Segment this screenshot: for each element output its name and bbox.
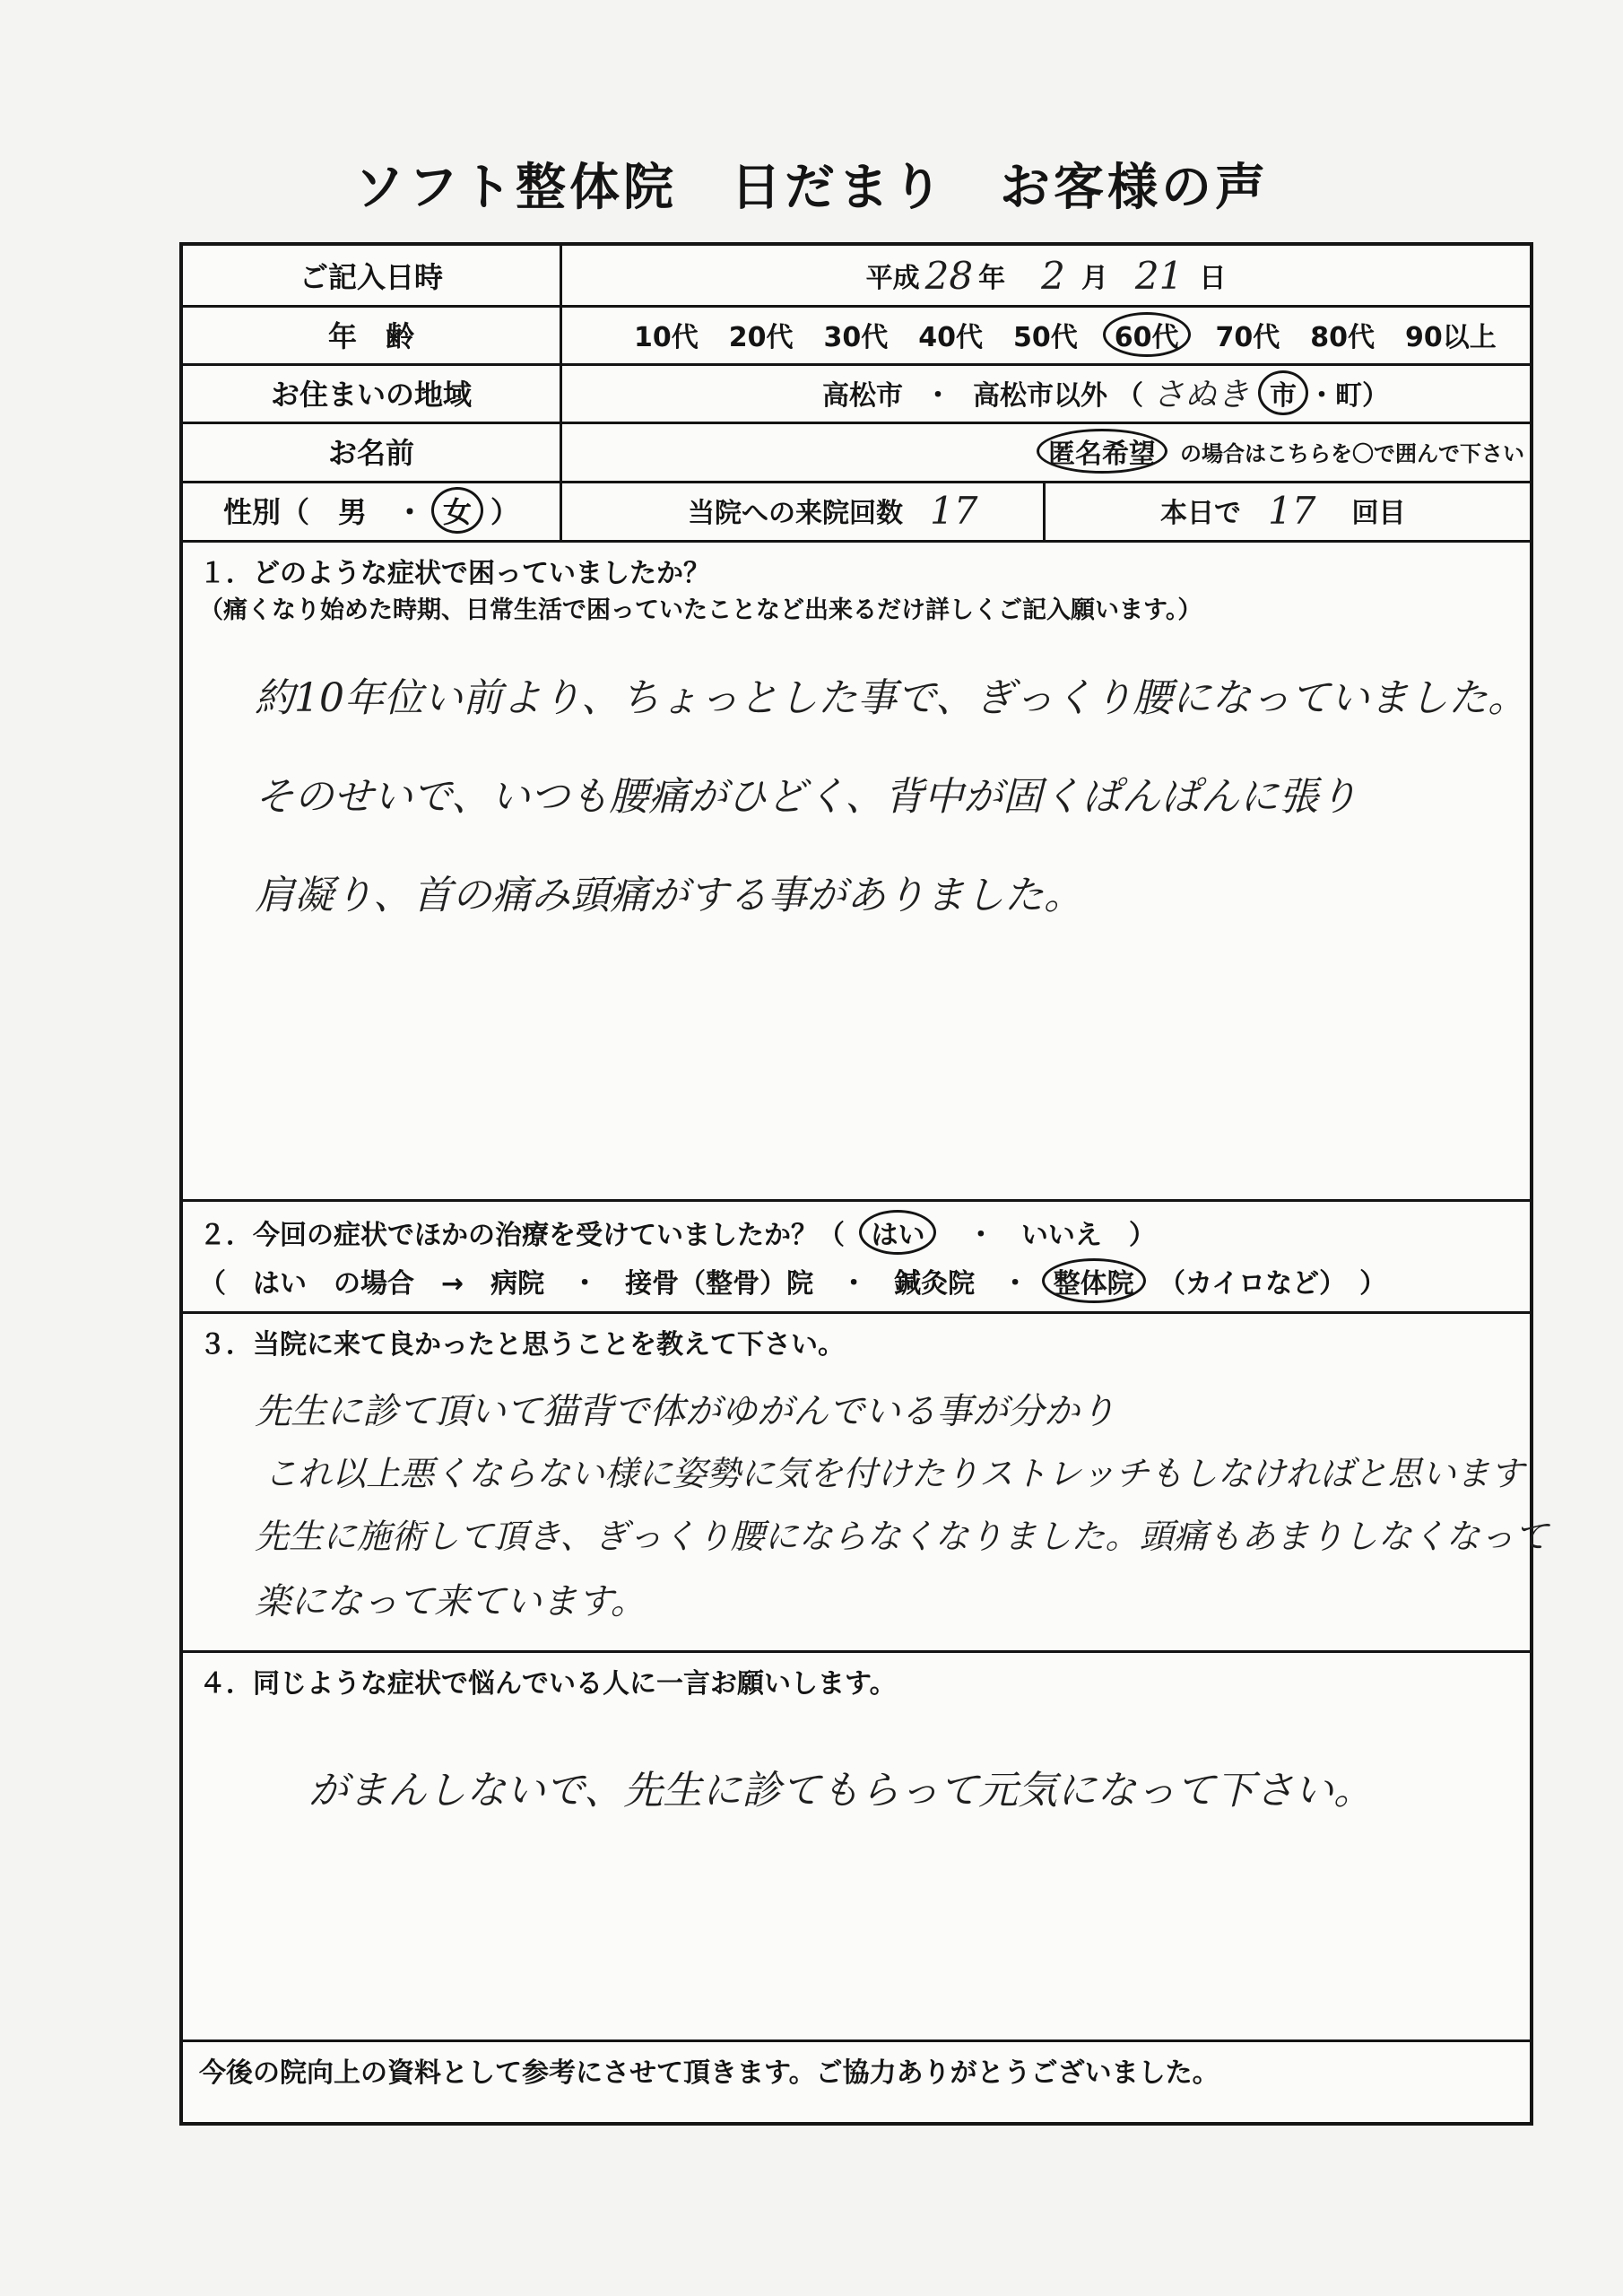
q2-options-text: （ はい の場合 → 病院 ・ 接骨（整骨）院 ・ 鍼灸院 ・: [199, 1268, 1029, 1300]
area-open-paren: （: [1116, 379, 1143, 412]
survey-form: [179, 242, 1549, 2126]
age-option-10[interactable]: 10代: [634, 321, 699, 353]
gender-label: 性別（ 男 ・: [222, 495, 424, 529]
area-close-paren: ）: [1362, 379, 1390, 412]
q1-heading: １．どのような症状で困っていましたか？: [199, 558, 710, 589]
visits-value[interactable]: 17: [930, 488, 978, 533]
area-option-other[interactable]: 高松市以外: [973, 379, 1107, 412]
row-gender-visits: [183, 481, 1530, 543]
q1-answer-line[interactable]: 肩凝り、首の痛み頭痛がする事がありました。: [255, 873, 1083, 918]
month-value[interactable]: 2: [1041, 253, 1065, 298]
area-cell: [562, 363, 1530, 422]
section-q3: [183, 1311, 1549, 1653]
year-value[interactable]: 28: [924, 253, 974, 298]
q4-heading: ４．同じような症状で悩んでいる人に一言お願いします。: [199, 1668, 897, 1700]
age-option-40[interactable]: 40代: [918, 321, 983, 353]
area-dot: ・: [1308, 379, 1336, 412]
age-option-70[interactable]: 70代: [1215, 321, 1280, 353]
anonymous-option-circled[interactable]: 匿名希望: [1037, 429, 1167, 474]
section-q1: [183, 540, 1530, 1202]
age-option-20[interactable]: 20代: [728, 321, 794, 353]
city-unit-circled[interactable]: 市: [1258, 370, 1308, 415]
town-unit[interactable]: 町: [1335, 379, 1363, 412]
area-label: お住まいの地域: [183, 363, 562, 422]
q2-seitai-circled[interactable]: 整体院: [1042, 1258, 1146, 1303]
gender-field: [183, 481, 562, 540]
today-value[interactable]: 17: [1268, 488, 1316, 533]
anonymous-note: の場合はこちらを〇で囲んで下さい: [1180, 440, 1524, 466]
age-option-50[interactable]: 50代: [1013, 321, 1078, 353]
q1-answer-line[interactable]: そのせいで、いつも腰痛がひどく、背中が固くぱんぱんに張り: [255, 774, 1358, 820]
day-unit: 日: [1199, 263, 1227, 294]
area-option-takamatsu[interactable]: 高松市: [822, 379, 903, 412]
age-option-90[interactable]: 90以上: [1405, 321, 1497, 353]
row-area: [183, 363, 1530, 424]
q2-subheading: [199, 1258, 1386, 1303]
day-value[interactable]: 21: [1134, 253, 1184, 298]
section-q4: [183, 1650, 1530, 2042]
q2-yes-circled[interactable]: はい: [859, 1210, 936, 1255]
today-count-cell: [1053, 481, 1530, 540]
visits-count-cell: [562, 481, 1046, 540]
section-q2: [183, 1199, 1530, 1314]
q3-answer-line[interactable]: 先生に診て頂いて猫背で体がゆがんでいる事が分かり: [255, 1391, 1115, 1432]
date-cell: [562, 246, 1530, 305]
row-name: [183, 422, 1530, 483]
row-age: [183, 305, 1530, 366]
footer-thanks: 今後の院向上の資料として参考にさせて頂きます。ご協力ありがとうございました。: [199, 2057, 1219, 2089]
city-name[interactable]: さぬき: [1152, 377, 1250, 413]
q2-heading: [199, 1210, 1156, 1255]
q4-answer-line[interactable]: がまんしないで、先生に診てもらって元気になって下さい。: [308, 1768, 1374, 1813]
era-text: 平成: [865, 263, 920, 294]
visits-label: 当院への来院回数: [688, 498, 903, 529]
form-title: ソフト整体院 日だまり お客様の声: [354, 159, 1269, 217]
q3-answer-line[interactable]: これ以上悪くならない様に姿勢に気を付けたりストレッチもしなければと思います: [264, 1454, 1524, 1493]
today-label: 本日で: [1160, 498, 1241, 529]
today-unit: 回目: [1351, 498, 1406, 529]
area-sep: ・: [924, 379, 951, 412]
age-option-80[interactable]: 80代: [1310, 321, 1375, 353]
q3-heading: ３．当院に来て良かったと思うことを教えて下さい。: [199, 1329, 845, 1361]
gender-close: ）: [490, 495, 520, 529]
name-label: お名前: [183, 422, 562, 481]
name-cell: [562, 422, 1530, 481]
date-label: ご記入日時: [183, 246, 562, 305]
q1-subheading: （痛くなり始めた時期、日常生活で困っていたことなど出来るだけ詳しくご記入願います。）: [199, 596, 1202, 624]
q3-answer-line[interactable]: 楽になって来ています。: [255, 1581, 647, 1622]
q1-answer-line[interactable]: 約10年位い前より、ちょっとした事で、ぎっくり腰になっていました。: [255, 675, 1528, 721]
age-label: 年 齢: [183, 305, 562, 363]
q3-answer-line[interactable]: 先生に施術して頂き、ぎっくり腰にならなくなりました。頭痛もあまりしなくなって: [255, 1517, 1549, 1556]
q2-no-option[interactable]: ・ いいえ ）: [967, 1220, 1156, 1251]
gender-female-circled[interactable]: 女: [431, 487, 483, 534]
year-unit: 年: [978, 263, 1006, 294]
age-option-60-selected[interactable]: 60代: [1103, 312, 1191, 357]
q2-options-tail: （カイロなど） ）: [1159, 1268, 1387, 1300]
age-option-30[interactable]: 30代: [823, 321, 889, 353]
month-unit: 月: [1081, 263, 1108, 294]
q2-heading-text: ２．今回の症状でほかの治療を受けていましたか？（: [199, 1220, 845, 1251]
row-date: [183, 246, 1530, 308]
age-options: [562, 305, 1530, 363]
